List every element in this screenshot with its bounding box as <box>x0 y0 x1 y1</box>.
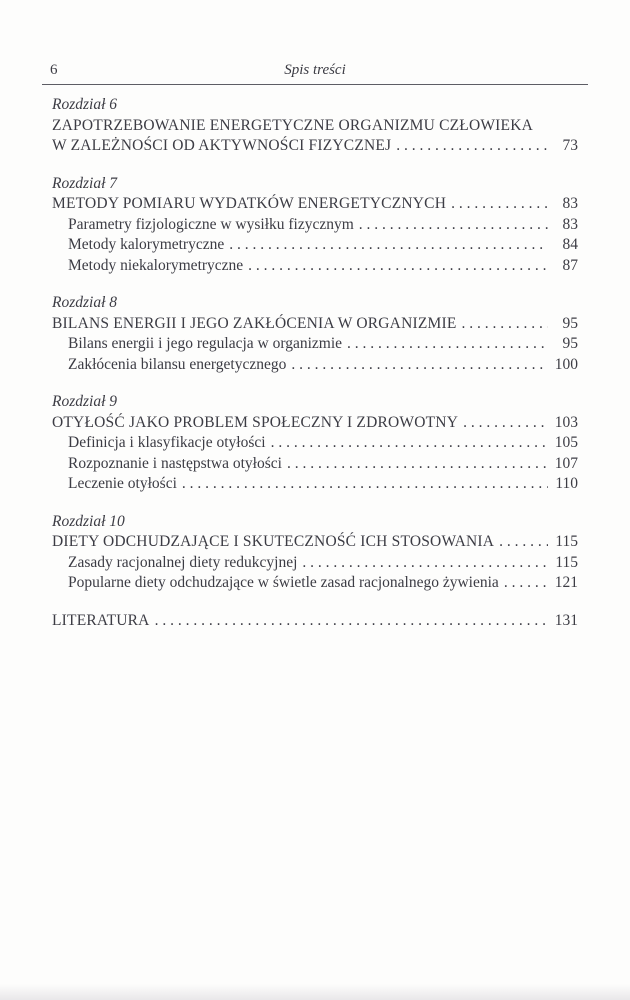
toc-entry-title: Popularne diety odchudzające w świetle zasad racjonalnego żywienia <box>68 574 499 591</box>
toc-entry <box>52 532 578 553</box>
toc-entry-page: 100 <box>554 355 578 373</box>
page-content <box>42 62 588 631</box>
dot-leader <box>297 553 548 574</box>
toc-entry-page: 83 <box>562 215 578 233</box>
dot-leader <box>458 413 548 434</box>
toc-entry-page: 95 <box>562 314 578 332</box>
toc-entry-page: 131 <box>554 611 578 629</box>
dot-leader <box>457 314 549 335</box>
toc-entry-title: BILANS ENERGII I JEGO ZAKŁÓCENIA W ORGANIZMIE <box>52 314 457 332</box>
toc-section <box>52 611 578 632</box>
chapter-label: Rozdział 9 <box>52 393 118 410</box>
toc-entry-title: Metody kalorymetryczne <box>68 236 225 253</box>
page-number: 6 <box>50 62 58 78</box>
toc-entry-title: Zasady racjonalnej diety redukcyjnej <box>68 553 298 571</box>
toc-entry-page: 87 <box>562 256 578 274</box>
toc-entry <box>52 553 578 574</box>
dot-leader <box>499 573 548 594</box>
toc-entry-page: 84 <box>562 236 578 253</box>
toc-entry-page: 115 <box>555 553 578 571</box>
chapter-label: Rozdział 8 <box>52 294 118 311</box>
chapter-label: Rozdział 7 <box>52 174 118 192</box>
toc-section <box>52 95 578 157</box>
toc-entry <box>52 235 578 256</box>
toc-entry-page: 110 <box>555 475 578 492</box>
toc-entry-page: 103 <box>554 413 578 431</box>
toc-entry-title: LITERATURA <box>52 611 150 629</box>
toc-section <box>52 293 578 375</box>
dot-leader <box>342 334 548 355</box>
toc-entry-page: 73 <box>562 137 578 154</box>
dot-leader <box>177 474 548 495</box>
toc-entry <box>52 215 578 236</box>
toc-entry <box>52 413 578 434</box>
scan-shadow <box>0 984 630 1000</box>
page-header <box>42 62 588 79</box>
toc-entry-page: 115 <box>555 533 578 550</box>
toc-section <box>52 392 578 495</box>
toc-entry-title: Zakłócenia bilansu energetycznego <box>68 355 287 373</box>
toc-entry-title: METODY POMIARU WYDATKÓW ENERGETYCZNYCH <box>52 195 447 212</box>
dot-leader <box>150 611 548 632</box>
dot-leader <box>243 256 548 277</box>
running-title: Spis treści <box>284 62 346 78</box>
dot-leader <box>224 235 548 256</box>
toc-entry-title: Rozpoznanie i następstwa otyłości <box>68 454 282 472</box>
table-of-contents <box>42 85 588 631</box>
toc-section <box>52 512 578 594</box>
dot-leader <box>446 194 548 215</box>
toc-entry-title: DIETY ODCHUDZAJĄCE I SKUTECZNOŚĆ ICH STOSOWANIA <box>52 533 495 550</box>
toc-entry-title: Metody niekalorymetryczne <box>68 256 244 274</box>
toc-entry-page: 105 <box>554 434 578 451</box>
toc-entry <box>52 573 578 594</box>
toc-entry <box>52 314 578 335</box>
toc-entry-title: Bilans energii i jego regulacja w organizmie <box>68 335 343 352</box>
dot-leader <box>266 433 548 454</box>
toc-entry-title: ZAPOTRZEBOWANIE ENERGETYCZNE ORGANIZMU CZŁOWIEKA <box>52 116 533 134</box>
dot-leader <box>354 215 548 236</box>
toc-entry-title: OTYŁOŚĆ JAKO PROBLEM SPOŁECZNY I ZDROWOTNY <box>52 413 459 431</box>
toc-entry <box>52 116 578 137</box>
toc-section <box>52 174 578 277</box>
toc-entry <box>52 433 578 454</box>
chapter-label: Rozdział 10 <box>52 512 125 530</box>
toc-entry-title: Definicja i klasyfikacje otyłości <box>68 434 266 451</box>
toc-entry <box>52 136 578 157</box>
chapter-label: Rozdział 6 <box>52 96 118 113</box>
dot-leader <box>286 355 548 376</box>
toc-entry <box>52 611 578 632</box>
toc-entry-title: W ZALEŻNOŚCI OD AKTYWNOŚCI FIZYCZNEJ <box>52 137 392 154</box>
toc-entry-page: 121 <box>554 574 578 591</box>
toc-entry <box>52 454 578 475</box>
toc-entry-title: Parametry fizjologiczne w wysiłku fizycznym <box>68 215 354 233</box>
toc-entry <box>52 334 578 355</box>
toc-entry <box>52 355 578 376</box>
toc-entry-title: Leczenie otyłości <box>68 475 177 492</box>
dot-leader <box>391 136 548 157</box>
toc-entry <box>52 256 578 277</box>
toc-entry-page: 83 <box>562 195 578 212</box>
toc-entry <box>52 474 578 495</box>
toc-entry-page: 107 <box>554 454 578 472</box>
dot-leader <box>494 532 548 553</box>
toc-entry-page: 95 <box>562 335 578 352</box>
toc-entry <box>52 194 578 215</box>
dot-leader <box>282 454 548 475</box>
